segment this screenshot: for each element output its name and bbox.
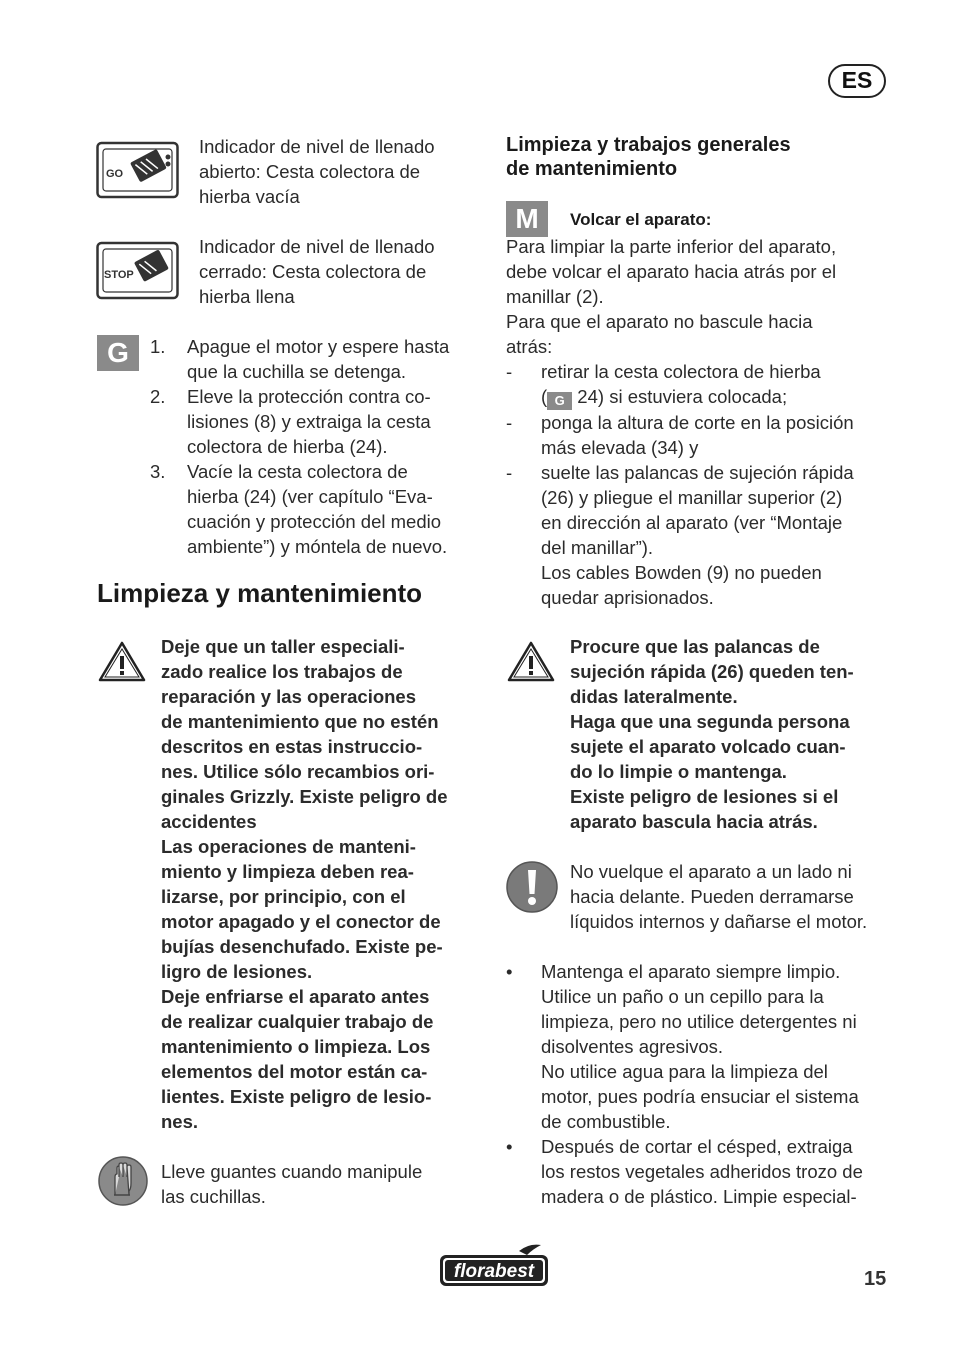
bullet-list	[506, 959, 906, 1209]
warning-icon	[506, 640, 556, 682]
figure-g-label: G	[97, 335, 139, 371]
dash-list	[506, 359, 906, 610]
intro-text: Para limpiar la parte inferior del aparato, debe volcar el aparato hacia atrás por el manillar (2). Para que el aparato no bascule hacia atrás:	[506, 236, 837, 357]
steps-list	[150, 334, 490, 559]
list-item: • Mantenga el aparato siempre limpio. Utilice un paño o un cepillo para la limpieza, pero no utilice detergentes ni disolventes agresivos. No utilice agua para la limpieza del motor, pues podría ensuciar el sistema de combustible.	[506, 961, 859, 1132]
svg-text:florabest: florabest	[453, 1261, 535, 1282]
list-item: - suelte las palancas de sujeción rápida (26) y pliegue el manillar superior (2) en dirección al aparato (ver “Montaje del manillar”). Los cables Bowden (9) no pueden quedar aprisionados.	[506, 462, 854, 608]
go-indicator-icon	[96, 141, 180, 199]
indicator-closed-text: Indicador de nivel de llenado cerrado: Cesta colectora de hierba llena	[199, 236, 435, 307]
stop-indicator-icon	[96, 241, 180, 301]
language-badge: ES	[828, 64, 886, 98]
step-item: 2. Eleve la protección contra co- lisiones (8) y extraiga la cesta colectora de hierba (24).	[150, 386, 431, 457]
section-title: Limpieza y mantenimiento	[97, 578, 423, 608]
svg-text:STOP: STOP	[104, 269, 134, 281]
page-number: 15	[864, 1268, 887, 1290]
list-item: - ponga la altura de corte en la posición más elevada (34) y	[506, 412, 854, 458]
gloves-icon	[97, 1155, 149, 1207]
svg-text:GO: GO	[106, 168, 124, 180]
figure-g-inline-label: G	[547, 392, 572, 410]
step-item: 1. Apague el motor y espere hasta que la cuchilla se detenga.	[150, 336, 450, 382]
notice-text: No vuelque el aparato a un lado ni hacia delante. Pueden derramarse líquidos internos y dañarse el motor.	[570, 861, 868, 932]
subsection-title: Limpieza y trabajos generales de mantenimiento	[506, 134, 791, 180]
step-item: 3. Vacíe la cesta colectora de hierba (24) (ver capítulo “Eva- cuación y protección del medio ambiente”) y móntela de nuevo.	[150, 461, 448, 557]
list-item: • Después de cortar el césped, extraiga los restos vegetales adheridos trozo de madera o de plástico. Limpie especial-	[506, 1136, 863, 1207]
notice-icon	[505, 860, 559, 914]
tip-title: Volcar el aparato:	[570, 210, 712, 229]
gloves-text: Lleve guantes cuando manipule las cuchillas.	[161, 1161, 423, 1207]
indicator-open-text: Indicador de nivel de llenado abierto: Cesta colectora de hierba vacía	[199, 136, 435, 207]
warning-icon	[97, 640, 147, 682]
warning-text: Deje que un taller especiali- zado realice los trabajos de reparación y las operaciones de mantenimiento que no estén descritos en estas instruccio- nes. Utilice sólo recambios ori- ginales Grizzly. Existe peligro de accidentes Las operaciones de manteni- miento y limpieza deben rea- lizarse, por principio, con el motor apagado y el conector de bujías desenchufado. Existe pe- ligro de lesiones. Deje enfriarse el aparato antes de realizar cualquier trabajo de mantenimiento o limpieza. Los elementos del motor están ca- lientes. Existe peligro de lesio- nes.	[161, 636, 448, 1132]
florabest-logo	[437, 1243, 551, 1289]
figure-m-label: M	[506, 201, 548, 237]
warning-text: Procure que las palancas de sujeción rápida (26) queden ten- didas lateralmente. Haga que una segunda persona sujete el aparato volcado cuan- do lo limpie o mantenga. Existe peligro de lesiones si el aparato bascula hacia atrás.	[570, 636, 854, 832]
list-item: - retirar la cesta colectora de hierba ( G 24) si estuviera colocada;	[506, 361, 821, 408]
